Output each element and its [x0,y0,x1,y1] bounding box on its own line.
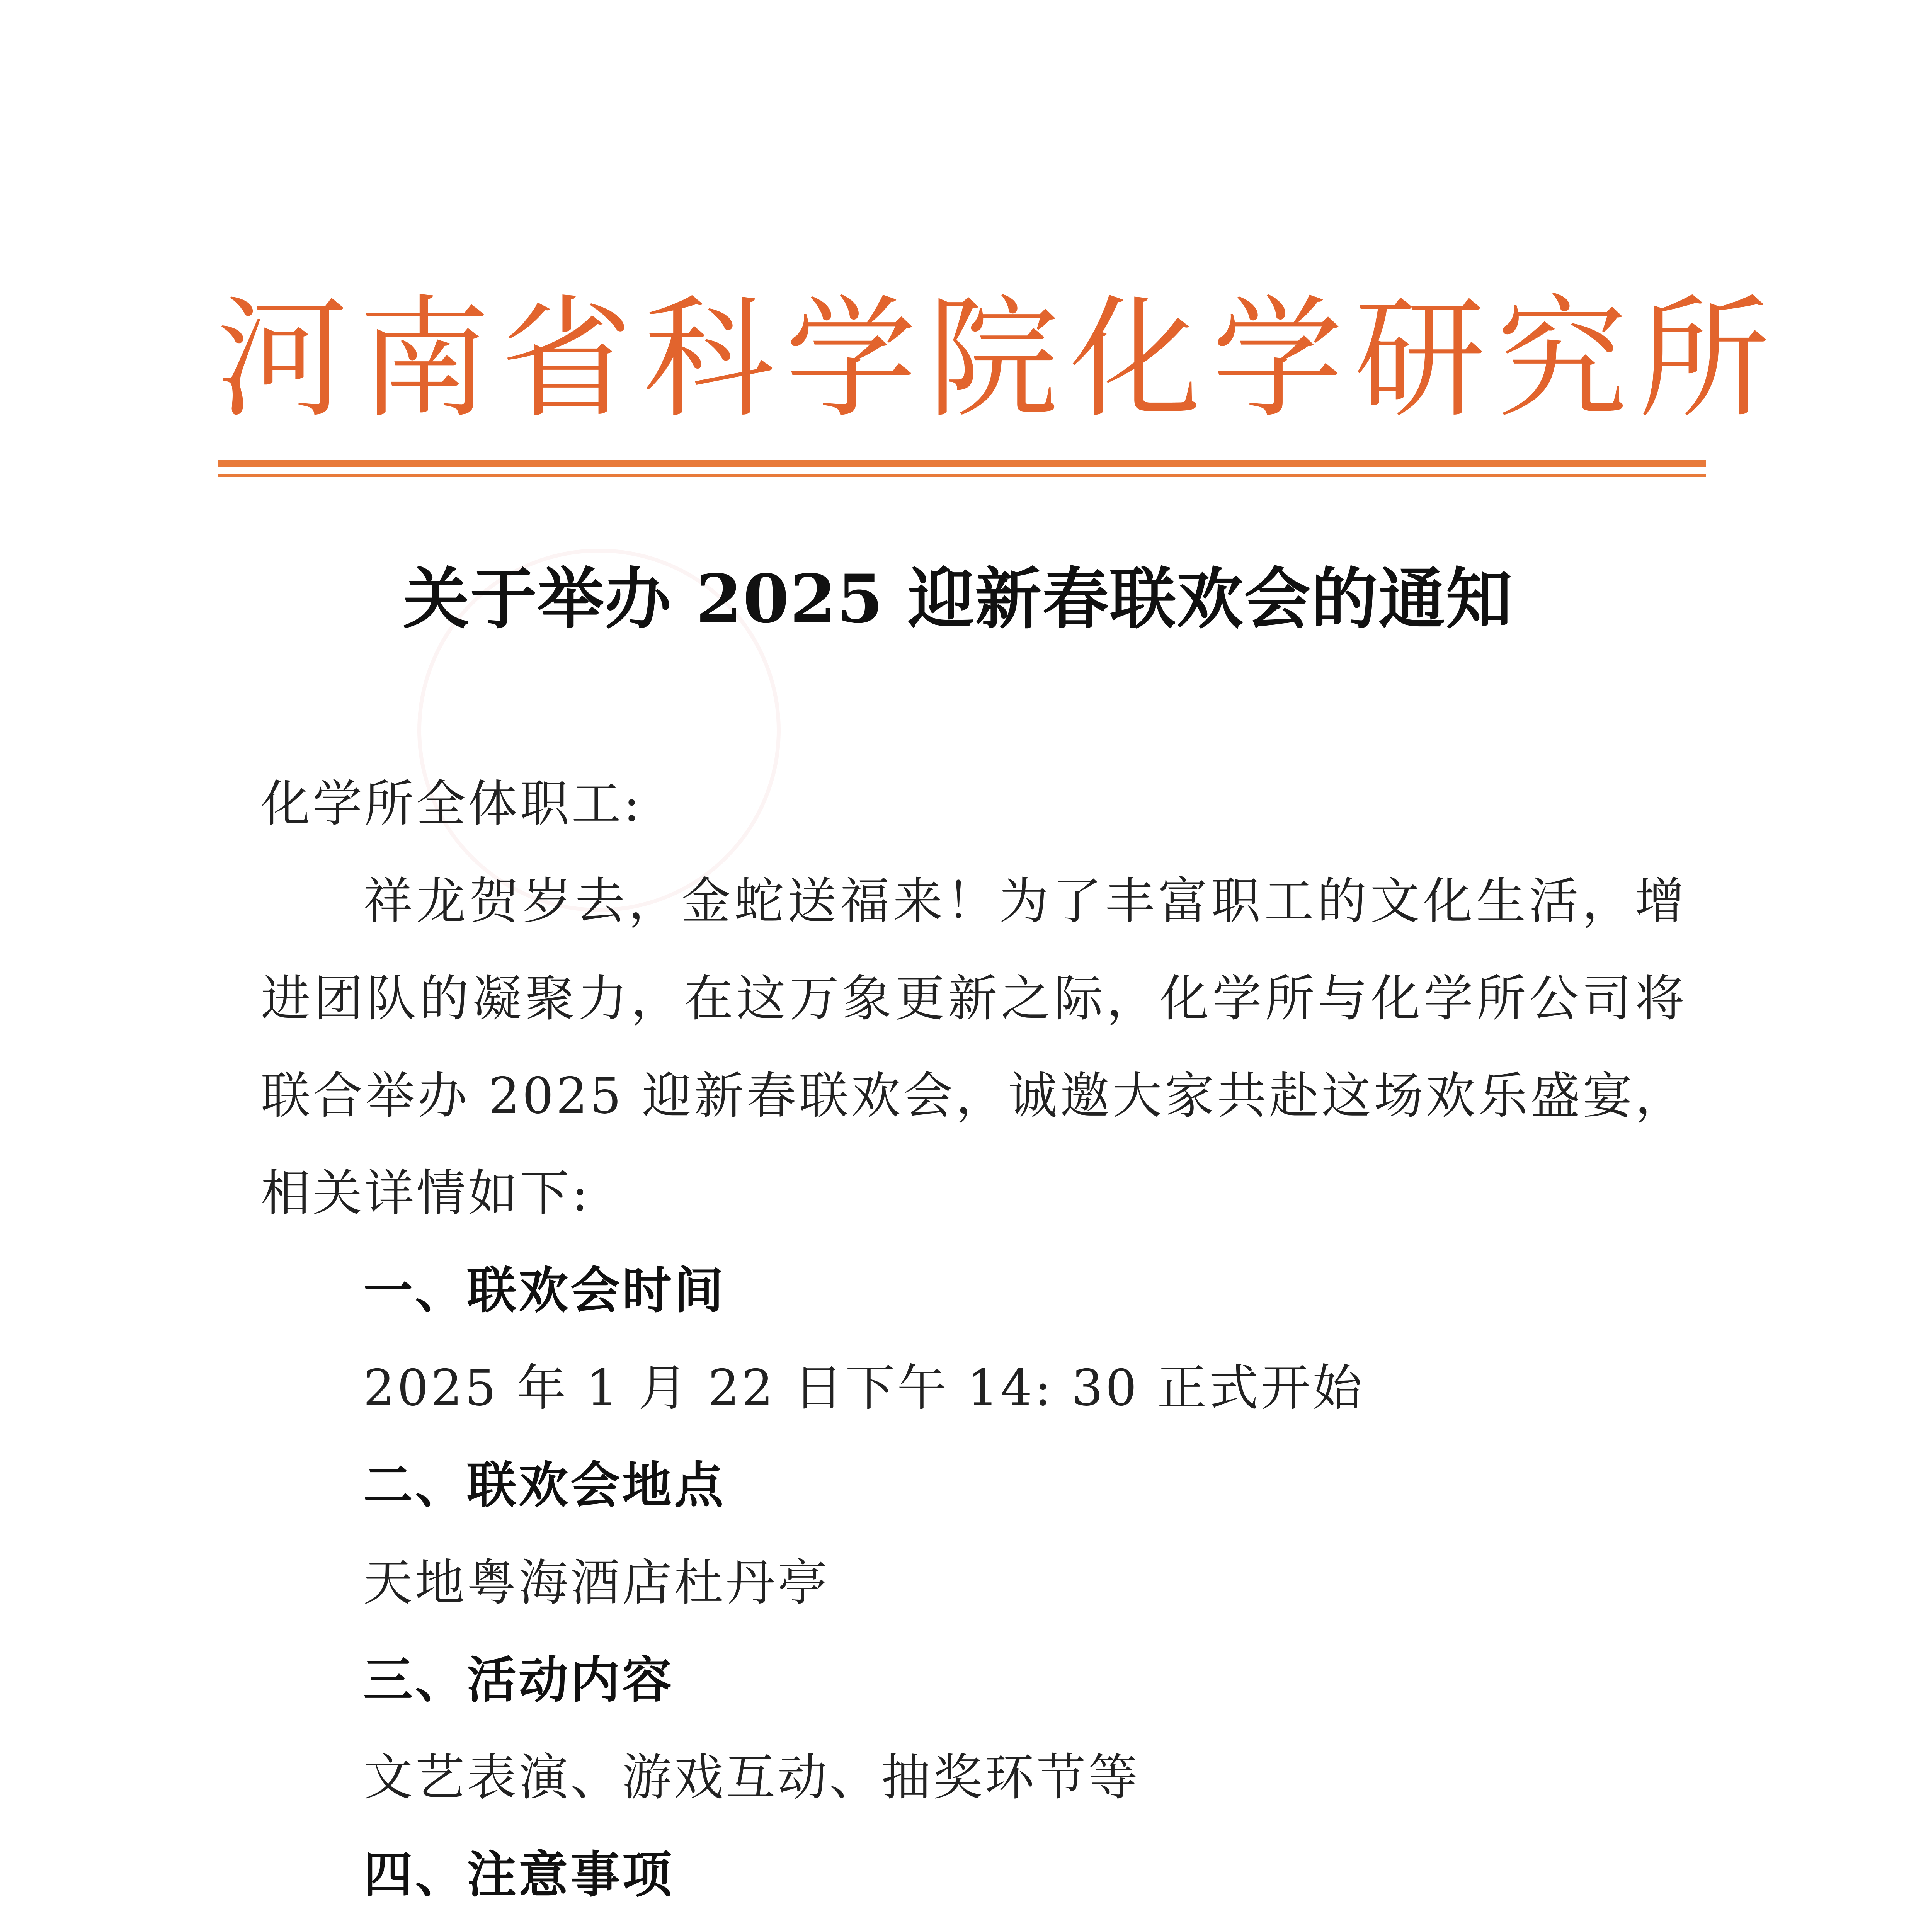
intro-paragraph: 祥龙贺岁去，金蛇送福来！为了丰富职工的文化生活，增进团队的凝聚力，在这万象更新之际，化学所与化学所公司将联合举办 2025 迎新春联欢会，诚邀大家共赴这场欢乐盛宴，相关详情如下: [261,872,1687,1222]
notice-body [261,755,1687,1932]
notice-title: 关于举办 2025 迎新春联欢会的通知 [403,560,1513,638]
note-item-1 [261,1924,1687,1932]
section-heading-activities: 三、活动内容 [363,1651,674,1709]
section-heading-notes: 四、注意事项 [363,1846,674,1904]
section-content-location: 天地粤海酒店杜丹亭 [363,1554,830,1612]
section-content-activities: 文艺表演、游戏互动、抽奖环节等 [363,1749,1140,1806]
letterhead-rule-thick [218,460,1706,467]
salutation: 化学所全体职工: [261,775,643,833]
letterhead-title: 河南省科学院化学研究所 [216,283,1781,436]
section-content-time: 2025 年 1 月 22 日下午 14: 30 正式开始 [363,1359,1365,1417]
section-heading-time: 一、联欢会时间 [363,1262,726,1320]
section-heading-location: 二、联欢会地点 [363,1457,726,1514]
letterhead-rule-thin [218,474,1706,477]
